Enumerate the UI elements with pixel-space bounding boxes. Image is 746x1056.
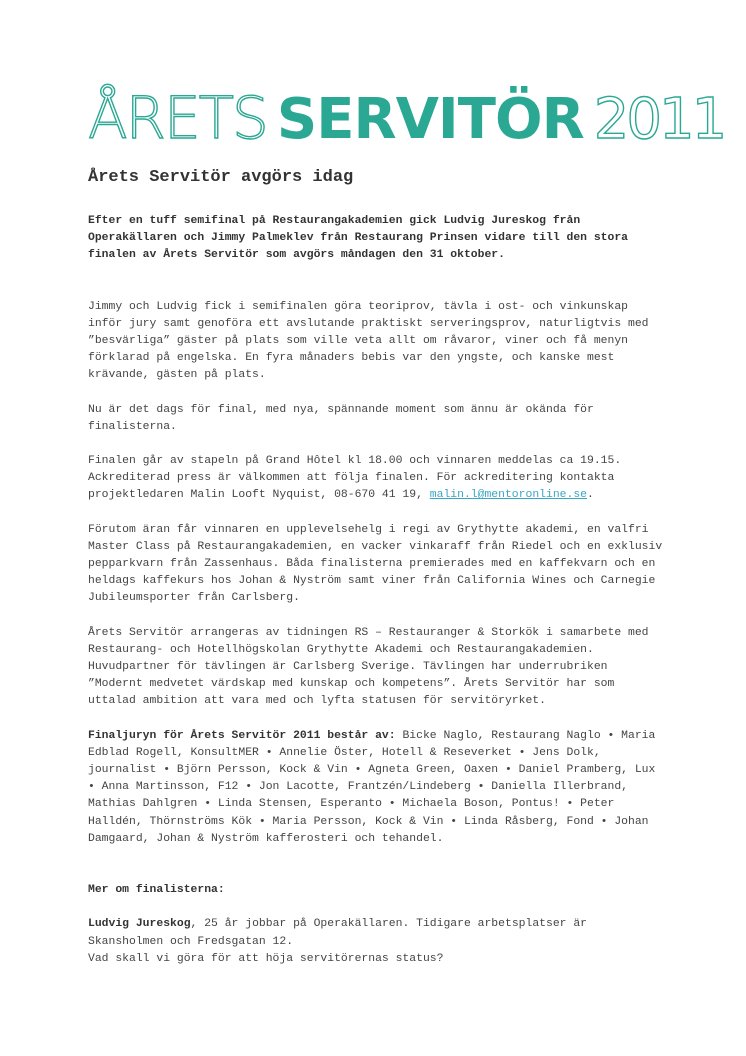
paragraph-press xyxy=(88,453,663,505)
paragraph-final: Nu är det dags för final, med nya, spännande moment som ännu är okända för finalisterna. xyxy=(88,403,594,433)
article-body xyxy=(88,213,663,985)
lead-paragraph: Efter en tuff semifinal på Restaurangakademien gick Ludvig Jureskog från Operakällaren och Jimmy Palmeklev från Restaurang Prinsen vidare till den stora finalen av Årets Servitör som avgörs måndagen den 31 oktober. xyxy=(88,215,629,262)
paragraph-jury xyxy=(88,728,663,848)
ludvig-name: Ludvig Jureskog xyxy=(88,918,191,931)
page-title: Årets Servitör avgörs idag xyxy=(88,168,354,187)
ludvig-question: Vad skall vi göra för att höja servitörernas status? xyxy=(88,952,444,965)
paragraph-organizers: Årets Servitör arrangeras av tidningen RS – Restauranger & Storkök i samarbete med Restaurang- och Hotellhögskolan Grythytte Akademi och Restaurangakademien. Huvudpartner för tävlingen är Carlsberg Sverige. Tävlingen har underrubriken ”Modernt medvetet värdskap med kunskap och kompetens”. Årets Servitör har som uttalad ambition att vara med och lyfta statusen för servitöryrket. xyxy=(88,626,649,708)
logo-word-servitor: SERVITÖR xyxy=(276,87,584,152)
press-text: Finalen går av stapeln på Grand Hôtel kl 18.00 och vinnaren meddelas ca 19.15. Ackrediterad press är välkommen att följa finalen. För ackreditering kontakta projektledaren Malin Looft Nyquist, 08-670 41 19, xyxy=(88,455,622,502)
more-heading-text: Mer om finalisterna: xyxy=(88,884,225,897)
jury-list: Bicke Naglo, Restaurang Naglo • Maria Edblad Rogell, KonsultMER • Annelie Öster, Hotell & Reseverket • Jens Dolk, journalist • Björn Persson, Kock & Vin • Agneta Green, Oaxen • Daniel Pramberg, Lux • Anna Martinsson, F12 • Jon Lacotte, Frantzén/Lindeberg • Daniella Illerbrand, Mathias Dahlgren • Linda Stensen, Esperanto • Michaela Boson, Pontus! • Peter Halldén, Thörnströms Kök • Maria Persson, Kock & Vin • Linda Råsberg, Fond • Johan Damgaard, Johan & Nyström kafferosteri och tehandel. xyxy=(88,729,656,845)
paragraph-prizes: Förutom äran får vinnaren en upplevelsehelg i regi av Grythytte akademi, en valfri Master Class på Restaurangakademien, en vacker vinkaraff från Riedel och en exklusiv pepparkvarn från Zassenhaus. Båda finalisterna premierades med en kaffekvarn och en heldags kaffekurs hos Johan & Nyström samt viner från California Wines och Carnegie Jubileumsporter från Carlsberg. xyxy=(88,523,663,605)
ludvig-text: , 25 år jobbar på Operakällaren. Tidigare arbetsplatser är Skansholmen och Fredsgatan 12. xyxy=(88,918,588,948)
press-email-link[interactable]: malin.l@mentoronline.se xyxy=(429,489,587,502)
logo xyxy=(88,84,725,152)
paragraph-semifinal: Jimmy och Ludvig fick i semifinalen göra teoriprov, tävla i ost- och vinkunskap inför jury samt genoföra ett avslutande praktiskt serveringsprov, naturligtvis med ”besvärliga” gäster på plats som ville veta allt om råvaror, viner och få menyn förklarad på engelska. En fyra månaders bebis var den yngste, och kanske mest krävande, gästen på plats. xyxy=(88,300,649,382)
jury-label: Finaljuryn för Årets Servitör 2011 består av: xyxy=(88,729,396,742)
logo-year: 2011 xyxy=(593,87,725,152)
press-text-end: . xyxy=(587,489,594,502)
logo-word-arets: ÅRETS xyxy=(88,84,267,152)
paragraph-ludvig xyxy=(88,916,663,968)
more-heading xyxy=(88,882,663,899)
